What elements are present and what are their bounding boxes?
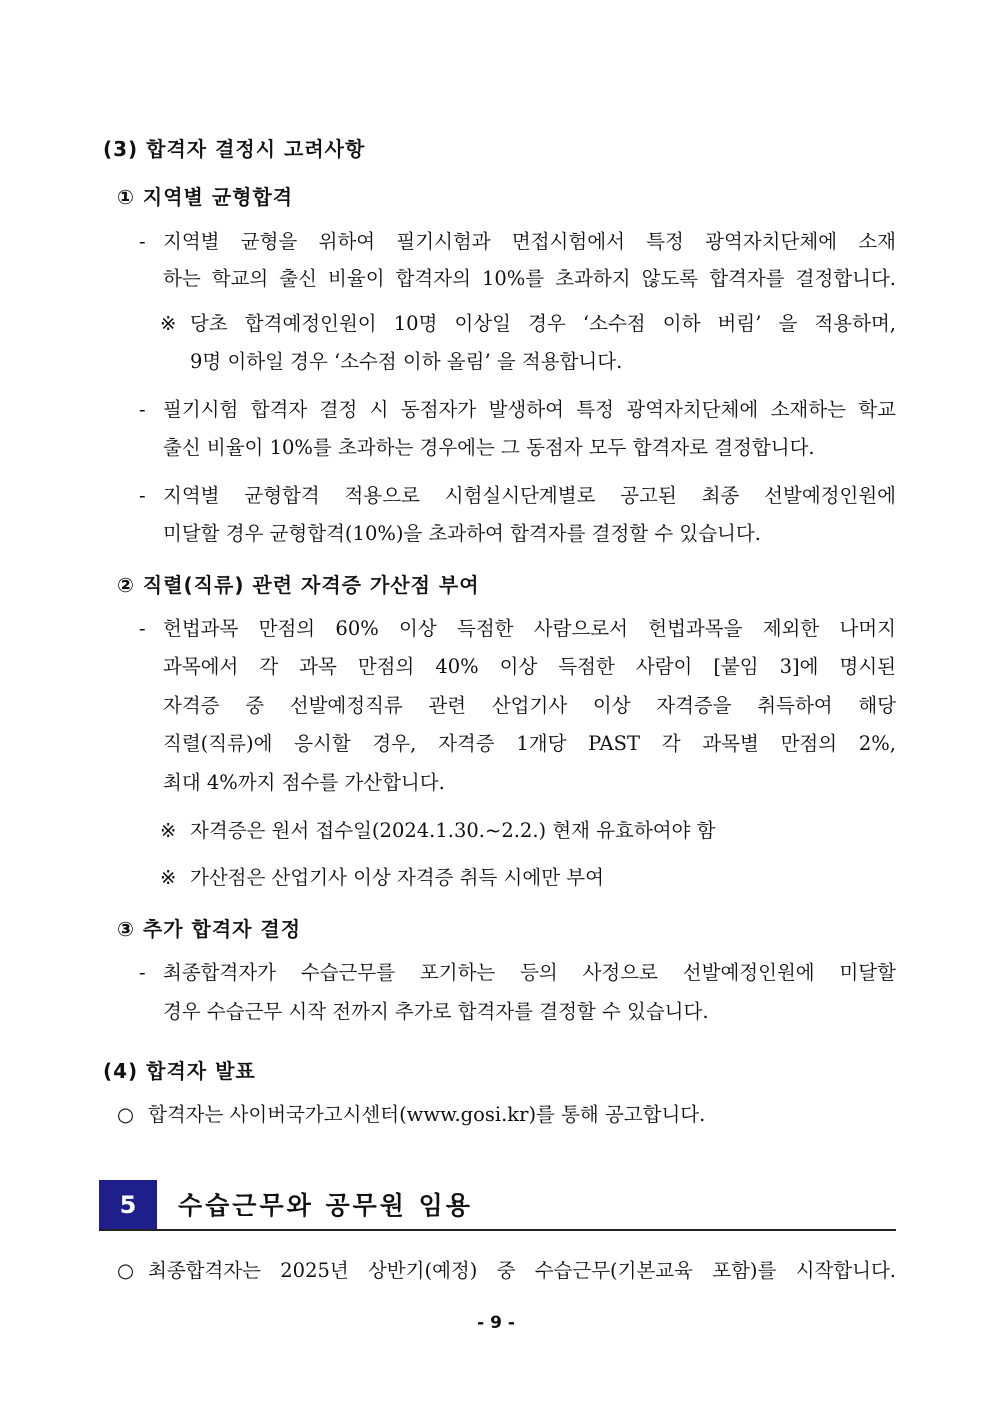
text-line: 최대 4%까지 점수를 가산합니다. — [163, 771, 445, 794]
dash-bullet: - — [139, 484, 146, 507]
note-mark: ※ — [160, 819, 177, 842]
section-divider — [99, 1229, 896, 1231]
page-number: - 9 - — [477, 1313, 515, 1333]
text-line: 자격증 중 선발예정직류 관련 산업기사 이상 자격증을 취득하여 해당 — [163, 694, 896, 717]
text-line: 경우 수습근무 시작 전까지 추가로 합격자를 결정할 수 있습니다. — [163, 1000, 709, 1023]
item-1-heading: ① 지역별 균형합격 — [117, 185, 294, 209]
circle-bullet: ○ — [117, 1259, 135, 1282]
text-line: 미달할 경우 균형합격(10%)을 초과하여 합격자를 결정할 수 있습니다. — [163, 522, 761, 545]
note-line: 9명 이하일 경우 ‘소수점 이하 올림’ 을 적용합니다. — [190, 350, 623, 373]
item-3-heading: ③ 추가 합격자 결정 — [117, 917, 302, 941]
note-line: 당초 합격예정인원이 10명 이상일 경우 ‘소수점 이하 버림’ 을 적용하며, — [190, 312, 896, 335]
text-line: 하는 학교의 출신 비율이 합격자의 10%를 초과하지 않도록 합격자를 결정합니다. — [163, 267, 896, 290]
text-line: 필기시험 합격자 결정 시 동점자가 발생하여 특정 광역자치단체에 소재하는 학교 — [163, 398, 896, 421]
dash-bullet: - — [139, 230, 146, 253]
text-line: 직렬(직류)에 응시할 경우, 자격증 1개당 PAST 각 과목별 만점의 2%, — [163, 732, 896, 755]
text-line: 합격자는 사이버국가고시센터(www.gosi.kr)를 통해 공고합니다. — [148, 1103, 706, 1126]
note-mark: ※ — [160, 312, 177, 335]
dash-bullet: - — [139, 398, 146, 421]
text-line: 지역별 균형합격 적용으로 시험실시단계별로 공고된 최종 선발예정인원에 — [163, 484, 896, 507]
text-line: 최종합격자가 수습근무를 포기하는 등의 사정으로 선발예정인원에 미달할 — [163, 961, 896, 984]
note-line: 자격증은 원서 접수일(2024.1.30.~2.2.) 현재 유효하여야 함 — [190, 819, 716, 842]
text-line: 지역별 균형을 위하여 필기시험과 면접시험에서 특정 광역자치단체에 소재 — [163, 230, 896, 253]
section-4-heading: (4) 합격자 발표 — [103, 1059, 256, 1083]
note-mark: ※ — [160, 866, 177, 889]
text-line: 과목에서 각 과목 만점의 40% 이상 득점한 사람이 [붙임 3]에 명시된 — [163, 655, 896, 678]
text-line: 최종합격자는 2025년 상반기(예정) 중 수습근무(기본교육 포함)를 시작합니다. — [148, 1259, 896, 1282]
note-line: 가산점은 산업기사 이상 자격증 취득 시에만 부여 — [190, 866, 604, 889]
dash-bullet: - — [139, 617, 146, 640]
section-3-heading: (3) 합격자 결정시 고려사항 — [103, 137, 366, 161]
section-title: 수습근무와 공무원 임용 — [178, 1191, 473, 1220]
text-line: 출신 비율이 10%를 초과하는 경우에는 그 동점자 모두 합격자로 결정합니다. — [163, 436, 815, 459]
circle-bullet: ○ — [117, 1103, 135, 1126]
text-line: 헌법과목 만점의 60% 이상 득점한 사람으로서 헌법과목을 제외한 나머지 — [163, 617, 896, 640]
item-2-heading: ② 직렬(직류) 관련 자격증 가산점 부여 — [117, 573, 480, 597]
section-number-badge: 5 — [99, 1180, 157, 1230]
dash-bullet: - — [139, 961, 146, 984]
